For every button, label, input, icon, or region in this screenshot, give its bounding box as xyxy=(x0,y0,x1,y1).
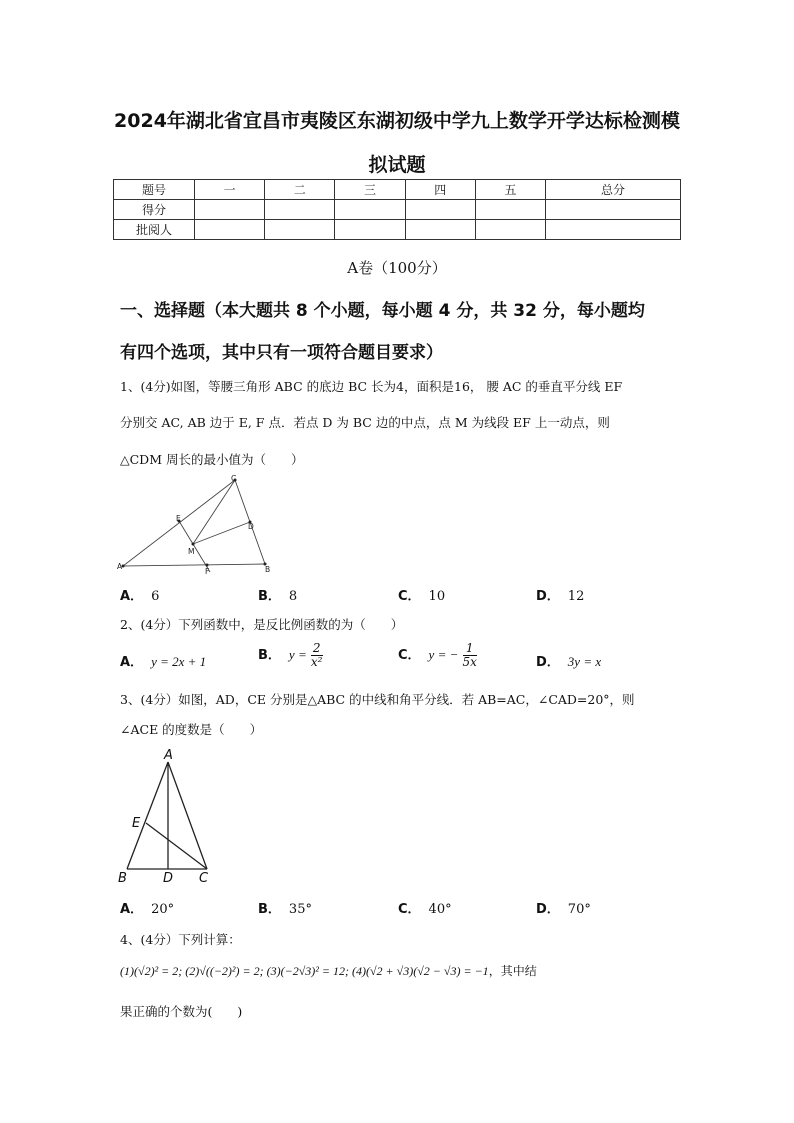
q1-line1: 1、(4分)如图，等腰三角形 ABC 的底边 BC 长为4，面积是16， 腰 AC 的垂直平分线 EF xyxy=(120,379,623,394)
q1-line-cm xyxy=(193,480,235,544)
q4-line3: 果正确的个数为( ) xyxy=(120,1004,243,1019)
q2-option-d[interactable]: D． 3y = x xyxy=(536,654,602,670)
q3-label-b: B xyxy=(118,871,127,886)
q1-label-e: E xyxy=(176,514,181,523)
score-input-cell[interactable] xyxy=(335,220,405,240)
q2-option-c[interactable]: C． y = − $\frac{1}{5x}$ xyxy=(398,641,477,670)
q3-label-a: A xyxy=(164,748,173,763)
q1-option-c[interactable]: C． 10 xyxy=(398,589,446,604)
q3-option-d[interactable]: D． 70° xyxy=(536,902,591,917)
q3-label-c: C xyxy=(199,871,209,886)
q2-stem: 2、(4分）下列函数中，是反比例函数的为（ ） xyxy=(120,617,404,632)
q2-option-a[interactable]: A． y = 2x + 1 xyxy=(120,654,207,670)
score-cell: 五 xyxy=(475,180,545,200)
q3-line1: 3、(4分）如图，AD，CE 分别是△ABC 的中线和角平分线．若 AB=AC，∠CAD=20°，则 xyxy=(120,692,635,707)
score-cell: 一 xyxy=(195,180,265,200)
score-row-label: 得分 xyxy=(114,200,195,220)
score-table-row xyxy=(114,220,681,240)
q1-option-d[interactable]: D． 12 xyxy=(536,589,585,604)
q1-label-f: F xyxy=(205,567,210,576)
q3-side-ac xyxy=(168,762,207,869)
q1-label-c: C xyxy=(231,474,237,483)
score-row-label: 批阅人 xyxy=(114,220,195,240)
score-table-row xyxy=(114,200,681,220)
score-input-cell[interactable] xyxy=(546,220,681,240)
q1-label-b: B xyxy=(265,565,271,574)
score-input-cell[interactable] xyxy=(475,200,545,220)
q3-figure xyxy=(115,745,225,887)
section1-heading-line1: 一、选择题（本大题共 8 个小题，每小题 4 分，共 32 分，每小题均 xyxy=(120,301,645,321)
q2-option-b-fraction: $\frac{2}{\text{x²}}$ xyxy=(310,641,323,670)
score-table xyxy=(113,179,681,240)
score-cell: 三 xyxy=(335,180,405,200)
q1-option-a[interactable]: A． 6 xyxy=(120,589,160,604)
section-a-heading: A卷（100分） xyxy=(347,259,447,277)
q1-option-b[interactable]: B． 8 xyxy=(258,589,298,604)
score-cell: 四 xyxy=(405,180,475,200)
score-cell: 题号 xyxy=(114,180,195,200)
score-input-cell[interactable] xyxy=(546,200,681,220)
q2-option-b[interactable]: B． y = $\frac{2}{\text{x²}}$ xyxy=(258,641,323,670)
q3-label-d: D xyxy=(163,871,174,886)
score-input-cell[interactable] xyxy=(265,200,335,220)
doc-title-line2: 拟试题 xyxy=(368,154,426,176)
q4-formula-line xyxy=(120,962,537,979)
q3-bisector-ce xyxy=(146,823,207,869)
q4-stem: 4、(4分）下列计算： xyxy=(120,932,241,947)
score-cell: 二 xyxy=(265,180,335,200)
q1-line2: 分别交 AC, AB 边于 E, F 点．若点 D 为 BC 边的中点，点 M 为线段 EF 上一动点，则 xyxy=(120,415,610,430)
score-input-cell[interactable] xyxy=(195,220,265,240)
score-input-cell[interactable] xyxy=(405,200,475,220)
q2-option-c-fraction: $\frac{1}{5x}$ xyxy=(462,641,477,670)
q4-formula-tail: ，其中结 xyxy=(488,964,537,978)
score-input-cell[interactable] xyxy=(405,220,475,240)
doc-title-line1: 2024年湖北省宜昌市夷陵区东湖初级中学九上数学开学达标检测模 xyxy=(114,110,680,132)
q3-label-e: E xyxy=(132,816,141,831)
q1-label-m: M xyxy=(188,547,195,556)
q1-label-a: A xyxy=(117,562,123,571)
score-input-cell[interactable] xyxy=(335,200,405,220)
q1-label-d: D xyxy=(248,522,254,531)
score-input-cell[interactable] xyxy=(195,200,265,220)
score-table-header xyxy=(114,180,681,200)
q1-side-ab xyxy=(123,564,265,566)
q3-option-c[interactable]: C． 40° xyxy=(398,902,452,917)
q3-option-a[interactable]: A． 20° xyxy=(120,902,175,917)
score-cell: 总分 xyxy=(546,180,681,200)
q3-option-b[interactable]: B． 35° xyxy=(258,902,312,917)
section1-heading-line2: 有四个选项，其中只有一项符合题目要求） xyxy=(120,343,443,363)
q4-formula: (1)(√2)² = 2; (2)√((−2)²) = 2; (3)(−2√3)² = 12; (4)(√2 + √3)(√2 − √3) = −1 xyxy=(120,964,489,978)
score-input-cell[interactable] xyxy=(265,220,335,240)
q1-line-ef xyxy=(179,521,210,572)
q3-line2: ∠ACE 的度数是（ ） xyxy=(120,722,263,737)
q1-line3: △CDM 周长的最小值为（ ） xyxy=(120,452,304,467)
q1-line-md xyxy=(193,522,250,544)
score-input-cell[interactable] xyxy=(475,220,545,240)
q1-side-ac xyxy=(123,480,235,566)
q1-figure xyxy=(115,472,275,577)
